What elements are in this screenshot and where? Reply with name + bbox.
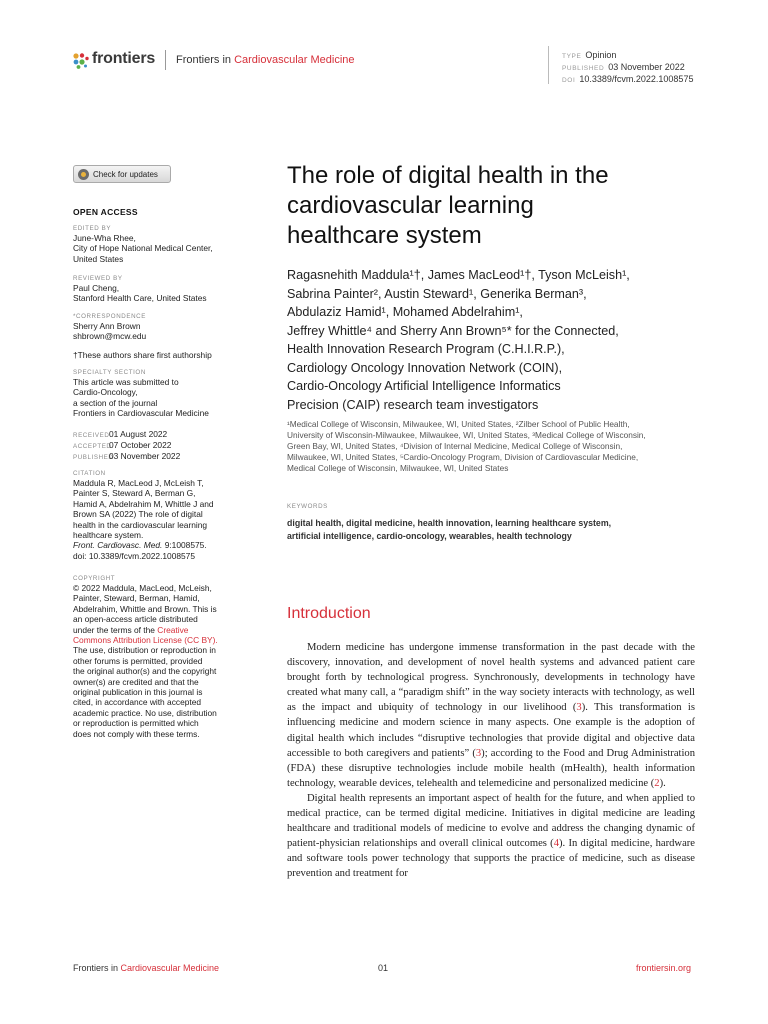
doi-label: DOI xyxy=(562,77,576,84)
copyright-line: Abdelrahim, Whittle and Brown. This is xyxy=(73,603,217,614)
citation-line: Painter S, Steward A, Berman G, xyxy=(73,488,196,499)
frontiers-logo-text[interactable]: frontiers xyxy=(92,50,156,67)
specialty-line: a section of the journal xyxy=(73,397,158,408)
copyright-line: or reproduction is permitted which xyxy=(73,718,199,729)
author-line: Cardiology Oncology Innovation Network (COIN), xyxy=(287,360,563,375)
doi-value[interactable]: 10.3389/fcvm.2022.1008575 xyxy=(579,74,694,84)
type-value: Opinion xyxy=(585,50,617,60)
reference-link[interactable]: 2 xyxy=(654,777,660,789)
copyright-line: does not comply with these terms. xyxy=(73,728,200,739)
header-divider xyxy=(165,50,166,70)
shared-authorship-note: †These authors share first authorship xyxy=(73,350,212,360)
check-for-updates-button[interactable] xyxy=(73,165,171,183)
copyright-line: The use, distribution or reproduction in xyxy=(73,645,216,656)
paragraph: Digital health represents an important aspect of health for the future, and when applied to medical practice, can be termed digital medicine. Initiatives in digital medicine are leading healthcare and traditional models of medicine to evolve and address the changing dynamic of patient-physician relationships and overall clinical outcomes (4). In digital medicine, hardware and software tools power technology that supports the practice of medicine, such as disease prevention and treatment for xyxy=(287,792,696,880)
keywords: digital health, digital medicine, health innovation, learning healthcare system, artificial intelligence, cardio-oncology, wearables, health technology xyxy=(287,518,612,541)
reference-link[interactable]: 4 xyxy=(553,838,559,850)
copyright-line: cited, in accordance with accepted xyxy=(73,697,202,708)
published-label: PUBLISHED xyxy=(562,65,605,72)
copyright-block xyxy=(73,574,241,739)
specialty-line: Frontiers in Cardiovascular Medicine xyxy=(73,408,209,419)
dates-block xyxy=(73,429,241,462)
copyright-line: © 2022 Maddula, MacLeod, McLeish, xyxy=(73,583,212,593)
edited-by-block xyxy=(73,224,241,264)
edited-by-line: United States xyxy=(73,253,124,264)
author-line: Health Innovation Research Program (C.H.I.R.P.), xyxy=(287,342,565,356)
accepted-row: ACCEPTED07 October 2022 xyxy=(73,440,172,450)
update-badge-icon xyxy=(78,169,89,180)
article-title: The role of digital health in the cardiovascular learning healthcare system xyxy=(287,162,609,249)
copyright-line: original publication in this journal is xyxy=(73,687,203,698)
citation-line: health in the cardiovascular learning xyxy=(73,519,208,530)
copyright-line: academic practice. No use, distribution xyxy=(73,707,217,718)
keywords-label: KEYWORDS xyxy=(287,503,328,510)
open-access-label: OPEN ACCESS xyxy=(73,207,138,217)
correspondence-label: *CORRESPONDENCE xyxy=(73,313,146,320)
citation-label: CITATION xyxy=(73,470,106,477)
author-line: Sabrina Painter², Austin Steward¹, Generika Berman³, xyxy=(287,286,587,301)
license-link[interactable]: Creative xyxy=(157,624,189,635)
copyright-line: the original author(s) and the copyright xyxy=(73,666,217,677)
specialty-line: This article was submitted to xyxy=(73,377,179,387)
reviewed-by-label: REVIEWED BY xyxy=(73,275,123,282)
specialty-block xyxy=(73,368,241,419)
journal-header[interactable] xyxy=(176,54,355,66)
copyright-label: COPYRIGHT xyxy=(73,575,116,582)
published-value: 03 November 2022 xyxy=(608,62,685,72)
edited-by-line: June-Wha Rhee, xyxy=(73,233,136,243)
correspondence-block xyxy=(73,312,241,342)
type-label: TYPE xyxy=(562,53,582,60)
reviewed-by-block xyxy=(73,274,241,304)
check-updates-label: Check for updates xyxy=(93,169,158,179)
author-line: Precision (CAIP) research team investigators xyxy=(287,397,539,412)
author-line: Abdulaziz Hamid¹, Mohamed Abdelrahim¹, xyxy=(287,305,523,319)
citation-line: Brown SA (2022) The role of digital xyxy=(73,509,203,520)
received-row: RECEIVED01 August 2022 xyxy=(73,429,168,439)
meta-divider xyxy=(548,46,549,84)
correspondence-name: Sherry Ann Brown xyxy=(73,321,141,331)
copyright-line: other forums is permitted, provided xyxy=(73,655,203,666)
article-body xyxy=(287,640,695,882)
paragraph: Modern medicine has undergone immense transformation in the past decade with the discovery, innovation, and development of novel health systems and advanced patient care brought forth by technological progress. Synchronously, developments in technology have created what many call, a “paradigm shift” in the way society interacts with technology, as well as the impact and ubiquity of technology in our livelihood (3). This transformation is influencing medicine and modern science in many aspects. One example is the adoption of digital health which includes “disruptive technologies that provide digital and objective data accessible to both caregivers and patients” (3); according to the Food and Drug Administration (FDA) these disruptive technologies include mobile health (mHealth), health information technology, wearable devices, telehealth and telemedicine and personalized medicine (2). xyxy=(287,642,695,789)
author-line: Jeffrey Whittle⁴ and Sherry Ann Brown⁵* for the Connected, xyxy=(287,323,619,338)
reference-link[interactable]: 3 xyxy=(576,702,582,714)
copyright-line: Painter, Steward, Berman, Hamid, xyxy=(73,593,200,604)
author-line: Ragasnehith Maddula¹†, James MacLeod¹†, Tyson McLeish¹, xyxy=(287,268,630,282)
license-link[interactable]: Commons Attribution License (CC BY). xyxy=(73,635,218,646)
copyright-line: an open-access article distributed xyxy=(73,614,198,625)
doi[interactable] xyxy=(562,74,693,84)
specialty-line: Cardio-Oncology, xyxy=(73,387,138,398)
section-heading-introduction: Introduction xyxy=(287,605,371,622)
published-date xyxy=(562,62,685,72)
citation-doi[interactable]: doi: 10.3389/fcvm.2022.1008575 xyxy=(73,550,195,561)
correspondence-email[interactable]: shbrown@mcw.edu xyxy=(73,331,147,342)
published-row: PUBLISHED03 November 2022 xyxy=(73,451,181,461)
footer-site-link[interactable]: frontiersin.org xyxy=(636,963,692,973)
journal-name: Cardiovascular Medicine xyxy=(234,54,355,66)
citation-line: Maddula R, MacLeod J, McLeish T, xyxy=(73,478,204,488)
page-number: 01 xyxy=(378,963,389,973)
reviewed-by-line: Paul Cheng, xyxy=(73,283,120,293)
article-type xyxy=(562,50,616,60)
citation-journal-line: Front. Cardiovasc. Med. 9:1008575. xyxy=(73,540,207,551)
reference-link[interactable]: 3 xyxy=(475,747,482,759)
author-line: Cardio-Oncology Artificial Intelligence Informatics xyxy=(287,379,561,393)
author-list xyxy=(287,266,707,414)
copyright-line: owner(s) are credited and that the xyxy=(73,676,199,687)
edited-by-line: City of Hope National Medical Center, xyxy=(73,243,213,254)
edited-by-label: EDITED BY xyxy=(73,225,112,232)
citation-block xyxy=(73,469,241,561)
affiliations: ¹Medical College of Wisconsin, Milwaukee, WI, United States, ²Zilber School of Public Health, University of Wisconsin-Milwaukee, Milwaukee, WI, United States, ³Medical College of Wisconsin, Green Bay, WI, United States, ⁴Division of Internal Medicine, Medical College of Wisconsin, Milwaukee, WI, United States, ⁵Cardio-Oncology Program, Division of Cardiovascular Medicine, Medical College of Wisconsin, Milwaukee, WI, United States xyxy=(287,419,646,473)
frontiers-logo-icon xyxy=(72,52,90,70)
citation-line: Hamid A, Abdelrahim M, Whittle J and xyxy=(73,498,214,509)
journal-prefix: Frontiers in xyxy=(176,54,235,66)
citation-line: healthcare system. xyxy=(73,530,144,541)
reviewed-by-line: Stanford Health Care, United States xyxy=(73,293,207,304)
specialty-label: SPECIALTY SECTION xyxy=(73,369,146,376)
copyright-line: under the terms of the Creative xyxy=(73,624,189,635)
footer-journal[interactable]: Frontiers in Cardiovascular Medicine xyxy=(73,963,220,973)
